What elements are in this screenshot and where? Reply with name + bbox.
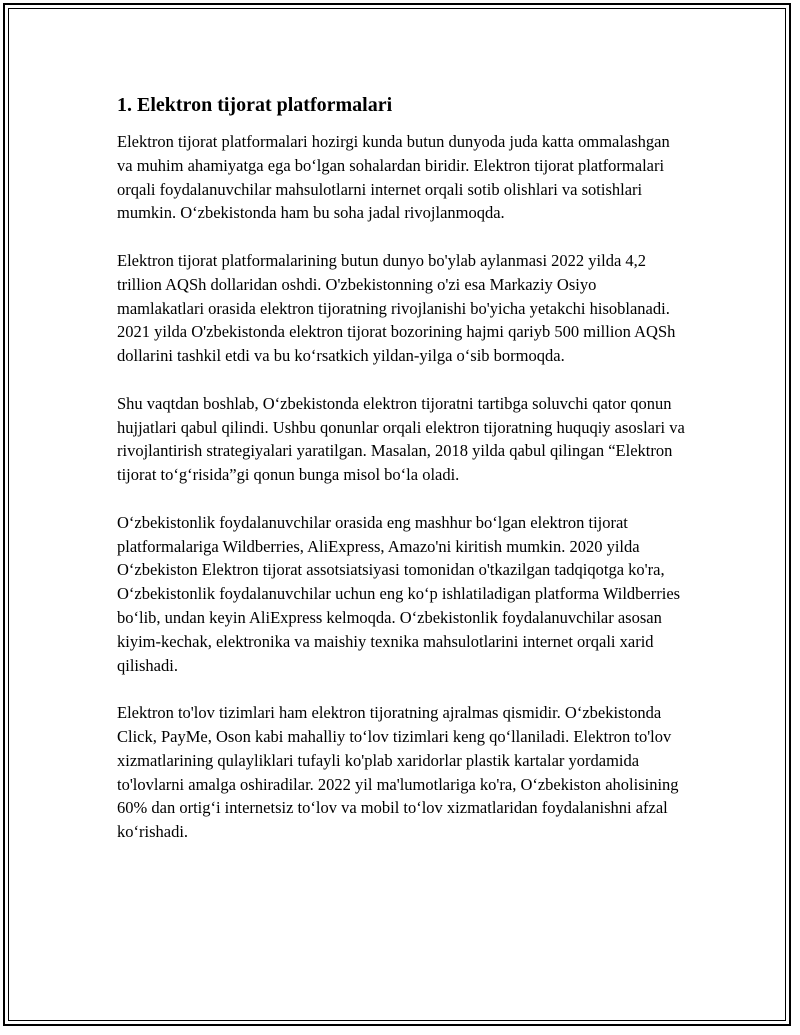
paragraph-3: Shu vaqtdan boshlab, O‘zbekistonda elektron tijoratni tartibga soluvchi qator qonun hujjatlari qabul qilindi. Ushbu qonunlar orqali elektron tijoratning huquqiy asoslari va rivojlantirish strategiyalari yaratilgan. Masalan, 2018 yilda qabul qilingan “Elektron tijorat to‘g‘risida”gi qonun bunga misol bo‘la oladi. xyxy=(117,393,685,485)
section-heading: 1. Elektron tijorat platformalari xyxy=(117,94,393,116)
document-body xyxy=(117,92,687,868)
paragraph-4: O‘zbekistonlik foydalanuvchilar orasida eng mashhur bo‘lgan elektron tijorat platformalariga Wildberries, AliExpress, Amazo'ni kiritish mumkin. 2020 yilda O‘zbekiston Elektron tijorat assotsiatsiyasi tomonidan o'tkazilgan tadqiqotga ko'ra, O‘zbekistonlik foydalanuvchilar uchun eng ko‘p ishlatiladigan platforma Wildberries bo‘lib, undan keyin AliExpress kelmoqda. O‘zbekistonlik foydalanuvchilar asosan kiyim-kechak, elektronika va maishiy texnika mahsulotlarini internet orqali xarid qilishadi. xyxy=(117,512,681,675)
paragraph-1: Elektron tijorat platformalari hozirgi kunda butun dunyoda juda katta ommalashgan va muhim ahamiyatga ega bo‘lgan sohalardan biridir. Elektron tijorat platformalari orqali foydalanuvchilar mahsulotlarni internet orqali sotib olishlari va sotishlari mumkin. O‘zbekistonda ham bu soha jadal rivojlanmoqda. xyxy=(117,132,670,223)
paragraph-5: Elektron to'lov tizimlari ham elektron tijoratning ajralmas qismidir. O‘zbekistonda Click, PayMe, Oson kabi mahalliy to‘lov tizimlari keng qo‘llaniladi. Elektron to'lov xizmatlarining qulayliklari tufayli ko'plab xaridorlar plastik kartalar yordamida to'lovlarni amalga oshiradilar. 2022 yil ma'lumotlariga ko'ra, O‘zbekiston aholisining 60% dan ortig‘i internetsiz to‘lov va mobil to‘lov xizmatlaridan foydalanishni afzal ko‘rishadi. xyxy=(117,703,679,842)
paragraph-2: Elektron tijorat platformalarining butun dunyo bo'ylab aylanmasi 2022 yilda 4,2 trillion AQSh dollaridan oshdi. O'zbekistonning o'zi esa Markaziy Osiyo mamlakatlari orasida elektron tijoratning rivojlanishi bo'yicha yetakchi hisoblanadi. 2021 yilda O'zbekistonda elektron tijorat bozorining hajmi qariyb 500 million AQSh dollarini tashkil etdi va bu ko‘rsatkich yildan-yilga o‘sib bormoqda. xyxy=(117,250,676,366)
